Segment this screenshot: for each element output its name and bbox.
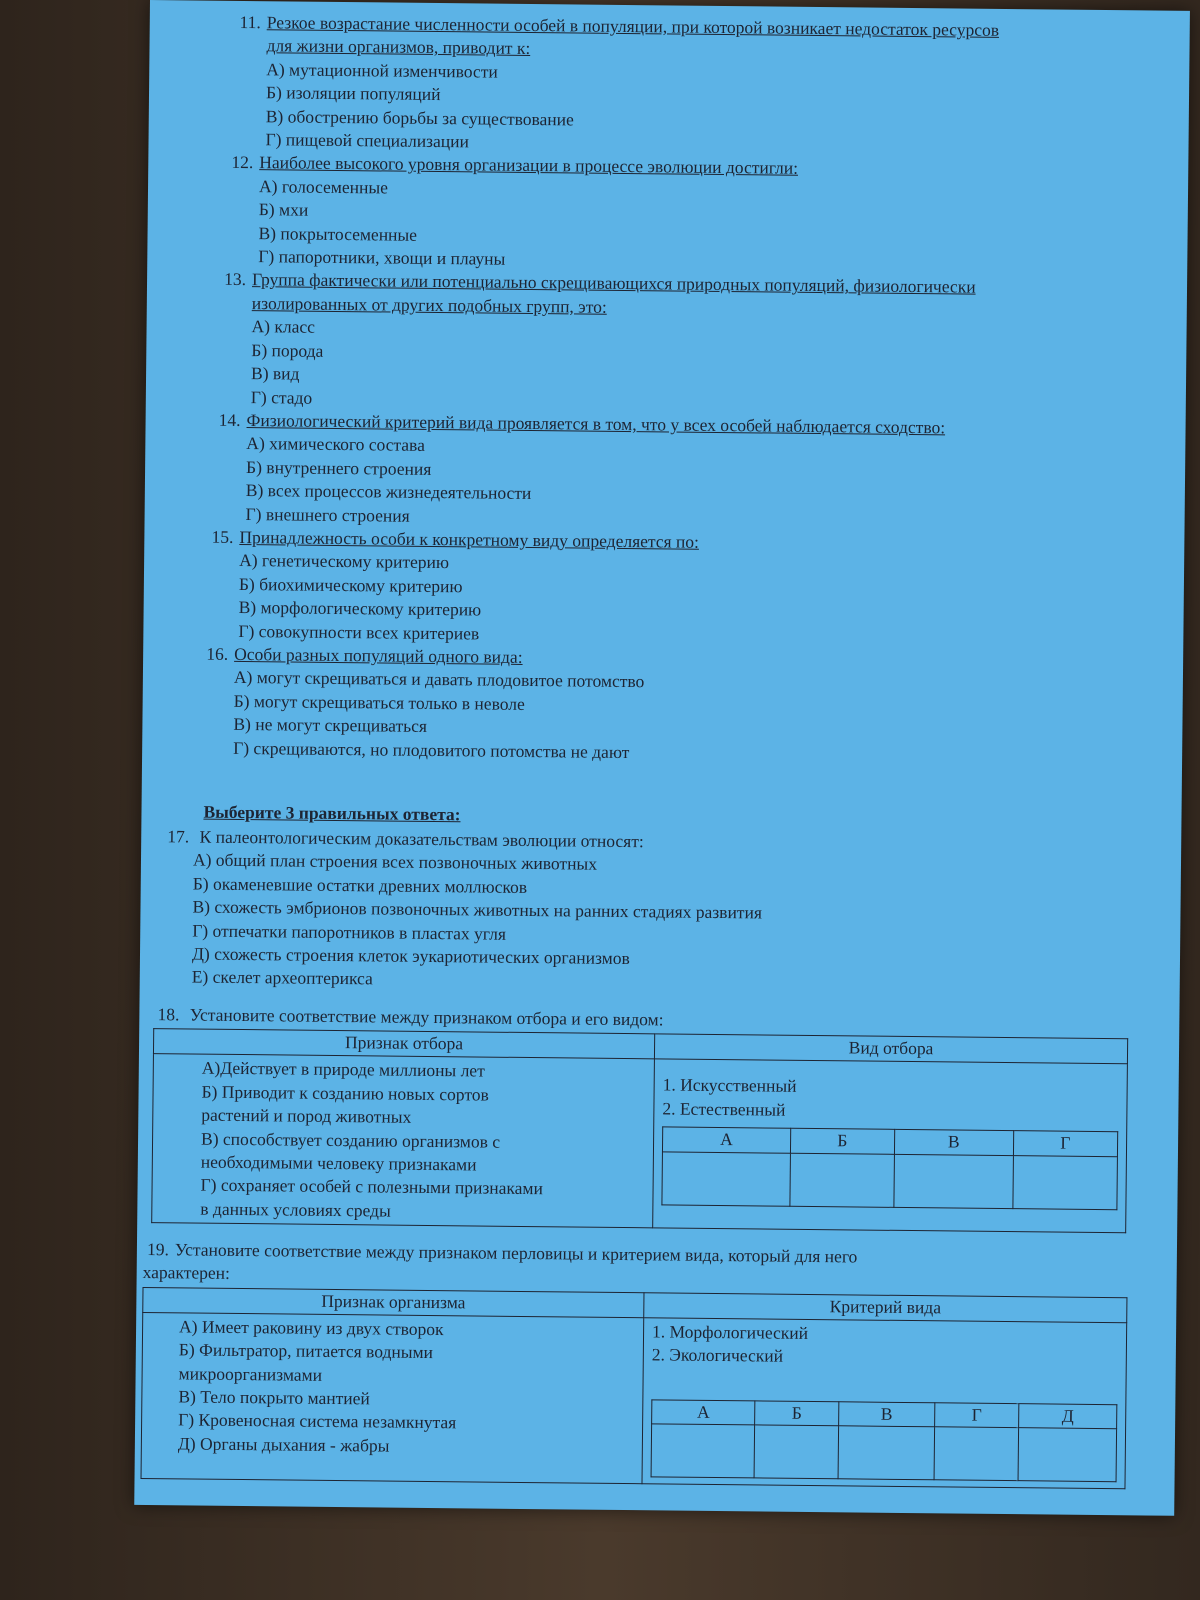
question-11	[233, 11, 1164, 161]
feature-item: Г) сохраняет особей с полезными признаками	[200, 1175, 544, 1199]
answer-cell[interactable]	[790, 1153, 894, 1207]
answer-option: А) химического состава	[246, 433, 426, 456]
question-stem: Принадлежность особи к конкретному виду определяется по:	[239, 526, 700, 552]
options-list	[192, 849, 1143, 999]
question-stem: К палеонтологическим доказательствам эволюции относят:	[199, 826, 644, 852]
column-header: Вид отбора	[654, 1034, 1127, 1064]
features-list	[200, 1057, 646, 1225]
question-stem-text: характерен:	[142, 1262, 231, 1284]
feature-item: Б) Фильтратор, питается водными	[178, 1339, 434, 1363]
answer-cell[interactable]	[894, 1154, 1014, 1208]
answer-cell[interactable]	[838, 1426, 935, 1480]
answer-option: А) генетическому критерию	[239, 550, 450, 573]
question-stem: Физиологический критерий вида проявляется в том, что у всех особей наблюдается сходство:	[246, 409, 946, 438]
question-number: 13.	[224, 269, 247, 290]
matching-table-18	[151, 1028, 1128, 1233]
answer-grid	[661, 1127, 1118, 1210]
multiple-choice-block	[197, 11, 1165, 770]
feature-item: В) способствует созданию организмов с	[200, 1128, 501, 1152]
answer-option: Б) порода	[251, 339, 324, 361]
feature-item: Д) Органы дыхания - жабры	[177, 1433, 390, 1456]
feature-item: микроорганизмами	[178, 1363, 323, 1385]
answer-option: А) могут скрещиваться и давать плодовитое потомство	[233, 667, 645, 692]
answer-cell[interactable]	[754, 1425, 838, 1479]
worksheet-page	[134, 0, 1190, 1516]
column-header: Признак организма	[143, 1287, 644, 1317]
answer-option: В) покрытосеменные	[258, 222, 418, 245]
question-stem	[143, 1238, 1143, 1295]
question-number: 12.	[231, 152, 254, 173]
answer-letter: Б	[790, 1128, 894, 1153]
type-item: 1. Искусственный	[662, 1074, 797, 1097]
question-stem-text: Установите соответствие между признаком перловицы и критерием вида, который для него	[174, 1239, 858, 1267]
answer-option: В) всех процессов жизнедеятельности	[245, 480, 532, 504]
answer-option: А) голосеменные	[258, 175, 389, 198]
criterion-item: 2. Экологический	[651, 1344, 784, 1366]
question-number: 17.	[167, 826, 190, 847]
answer-option: А) общий план строения всех позвоночных животных	[192, 849, 598, 875]
answer-option: Г) отпечатки папоротников в пластах угля	[192, 920, 507, 944]
answer-option: В) морфологическому критерию	[238, 597, 482, 620]
question-number: 18.	[157, 1004, 180, 1025]
feature-item: Б) Приводит к созданию новых сортов	[201, 1081, 489, 1105]
question-stem: Наиболее высокого уровня организации в процессе эволюции достигли:	[259, 152, 799, 179]
answer-letter: Г	[935, 1402, 1019, 1427]
question-12	[226, 151, 1163, 278]
feature-item: растений и пород животных	[201, 1104, 412, 1128]
answer-option: Б) изоляции популяций	[265, 82, 441, 105]
question-stem: Установите соответствие между признаком отбора и его видом:	[189, 1004, 664, 1030]
answer-option: В) не могут скрещиваться	[233, 714, 428, 737]
answer-option: А) класс	[251, 316, 316, 338]
question-number: 14.	[218, 409, 241, 430]
answer-letter: Г	[1013, 1131, 1118, 1156]
answer-option: Г) внешнего строения	[245, 503, 410, 526]
column-header: Критерий вида	[644, 1293, 1127, 1323]
answer-option: В) обострению борьбы за существование	[265, 105, 574, 130]
question-stem: Особи разных популяций одного вида:	[234, 643, 523, 667]
feature-item: В) Тело покрыто мантией	[178, 1386, 370, 1409]
answer-option: Б) окаменевшие остатки древних моллюсков	[192, 873, 528, 897]
type-item: 2. Естественный	[662, 1098, 786, 1120]
question-17	[162, 825, 1144, 999]
answer-grid	[651, 1399, 1118, 1482]
features-list	[178, 1315, 635, 1460]
answer-option: Г) совокупности всех критериев	[238, 620, 480, 644]
question-number: 16.	[206, 643, 229, 664]
question-number: 19.	[146, 1239, 170, 1260]
answer-option: Г) пищевой специализации	[265, 129, 470, 152]
question-stem: изолированных от других подобных групп, это:	[251, 292, 607, 317]
feature-item: в данных условиях среды	[200, 1198, 391, 1221]
answer-option: Б) внутреннего строения	[246, 456, 432, 479]
feature-item: Г) Кровеносная система незамкнутая	[178, 1409, 457, 1433]
feature-item: А) Имеет раковину из двух створок	[179, 1316, 444, 1339]
answer-option: Г) скрещиваются, но плодовитого потомства не дают	[233, 737, 630, 762]
question-18	[151, 1003, 1143, 1234]
feature-item: А)Действует в природе миллионы лет	[201, 1058, 485, 1081]
answer-cell[interactable]	[934, 1427, 1019, 1481]
criteria-list	[652, 1320, 1118, 1372]
answer-option: Г) папоротники, хвощи и плауны	[258, 246, 506, 269]
question-number: 15.	[211, 526, 234, 547]
question-stem: Резкое возрастание численности особей в популяции, при которой возникает недостаток ресурсов	[266, 12, 1000, 40]
criterion-item: 1. Морфологический	[651, 1321, 809, 1343]
answer-cell[interactable]	[1018, 1428, 1116, 1482]
answer-option: В) схожесть эмбрионов позвоночных животных на ранних стадиях развития	[192, 896, 763, 923]
answer-option: А) мутационной изменчивости	[266, 59, 498, 82]
answer-letter: В	[894, 1130, 1013, 1156]
answer-cell[interactable]	[1013, 1155, 1118, 1209]
answer-letter: А	[652, 1399, 755, 1424]
answer-option: Б) мхи	[258, 199, 309, 220]
question-14	[213, 409, 1160, 536]
question-13	[219, 268, 1162, 418]
answer-letter: В	[839, 1401, 935, 1426]
answer-option: Б) биохимическому критерию	[238, 573, 463, 597]
question-16	[201, 643, 1158, 770]
answer-option: Д) схожесть строения клеток эукариотических организмов	[191, 943, 630, 969]
answer-option: В) вид	[250, 363, 300, 384]
answer-letter: Б	[755, 1401, 839, 1426]
question-19	[141, 1238, 1143, 1489]
answer-cell[interactable]	[651, 1424, 755, 1478]
types-list	[662, 1074, 1118, 1126]
column-header: Признак отбора	[153, 1029, 654, 1059]
question-number: 11.	[239, 11, 261, 33]
answer-option: Б) могут скрещиваться только в неволе	[233, 690, 525, 714]
answer-cell[interactable]	[662, 1152, 790, 1206]
feature-item: необходимыми человеку признаками	[200, 1151, 477, 1175]
question-stem: Группа фактически или потенциально скрещивающихся природных популяций, физиологически	[251, 269, 976, 298]
question-stem: для жизни организмов, приводит к:	[266, 35, 531, 59]
answer-letter: А	[662, 1127, 790, 1153]
section-heading: Выберите 3 правильных ответа:	[203, 801, 461, 825]
question-15	[206, 526, 1159, 653]
matching-table-19	[141, 1287, 1128, 1490]
answer-option: Е) скелет археоптерикса	[191, 966, 373, 989]
answer-letter: Д	[1019, 1403, 1117, 1428]
answer-option: Г) стадо	[250, 386, 313, 408]
